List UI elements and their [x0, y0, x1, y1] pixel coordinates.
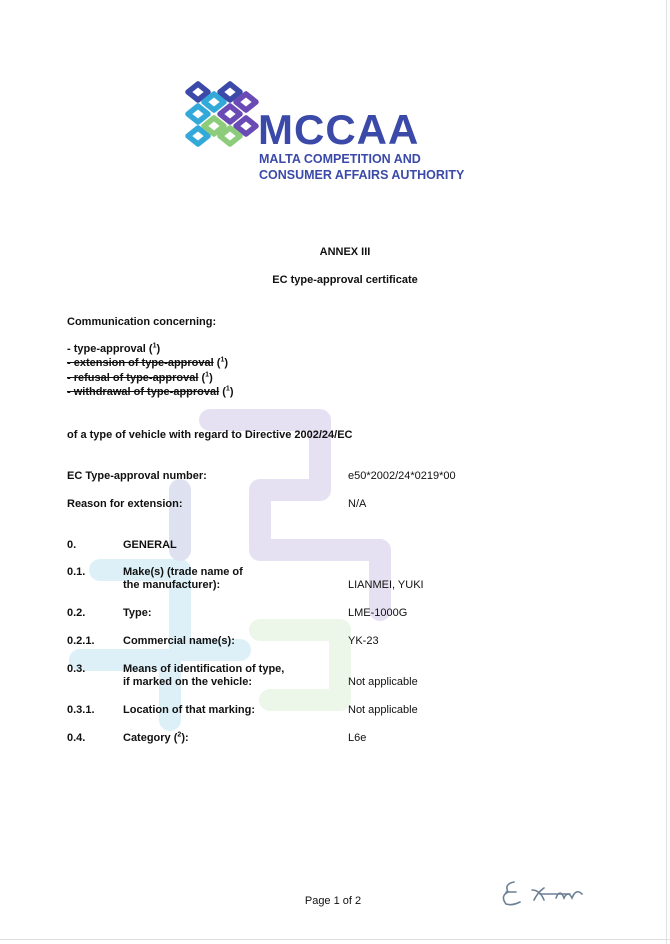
- page-bottom-border: [0, 939, 670, 940]
- footnote-ref: 1: [225, 385, 230, 393]
- section-label: GENERAL: [123, 539, 177, 551]
- comm-item-withdrawal: - withdrawal of type-approval ($^1$): [67, 385, 234, 398]
- page-number: Page 1 of 2: [304, 895, 362, 907]
- page-right-border: [666, 0, 667, 944]
- section-num: 0.2.: [67, 607, 86, 619]
- section-value: Not applicable: [348, 704, 418, 716]
- section-label-line1: Means of identification of type,: [123, 663, 285, 675]
- comm-item-text: - extension of type-approval: [67, 357, 214, 369]
- comm-item-type-approval: - type-approval ($^1$): [67, 342, 161, 355]
- comm-item-text: - withdrawal of type-approval: [67, 386, 220, 398]
- section-label-line2: the manufacturer):: [123, 579, 221, 591]
- section-label-end: ):: [181, 732, 189, 744]
- annex-title: ANNEX III: [319, 246, 371, 258]
- section-num: 0.3.1.: [67, 704, 95, 716]
- section-num: 0.4.: [67, 732, 86, 744]
- section-num: 0.3.: [67, 663, 86, 675]
- section-label: Type:: [123, 607, 152, 619]
- comm-item-text: - type-approval: [67, 343, 146, 355]
- section-value: LME-1000G: [348, 607, 408, 619]
- communication-heading: Communication concerning:: [67, 316, 217, 328]
- approval-number-value: e50*2002/24*0219*00: [348, 470, 456, 482]
- section-label-text: Category (: [123, 732, 178, 744]
- section-label: [123, 663, 284, 689]
- section-value: LIANMEI, YUKI: [348, 579, 424, 591]
- reason-label: Reason for extension:: [67, 498, 183, 510]
- signature-initials: [500, 874, 610, 910]
- footnote-ref: 1: [220, 356, 225, 364]
- footnote-ref: 1: [152, 342, 157, 350]
- section-label: Location of that marking:: [123, 704, 255, 716]
- section-label: [123, 732, 189, 745]
- comm-item-extension: - extension of type-approval ($^1$): [67, 356, 229, 369]
- certificate-title: EC type-approval certificate: [272, 274, 418, 286]
- approval-number-label: EC Type-approval number:: [67, 470, 207, 482]
- directive-line: of a type of vehicle with regard to Directive 2002/24/EC: [67, 429, 353, 441]
- logo-subtitle-line1: MALTA COMPETITION AND: [259, 152, 421, 166]
- comm-item-text: - refusal of type-approval: [67, 372, 199, 384]
- section-num: 0.2.1.: [67, 635, 95, 647]
- section-label-line1: Make(s) (trade name of: [123, 566, 243, 578]
- section-num: 0.: [67, 539, 77, 551]
- comm-item-refusal: - refusal of type-approval ($^1$): [67, 371, 213, 384]
- section-label: [123, 566, 243, 592]
- reason-value: N/A: [348, 498, 367, 510]
- section-value: Not applicable: [348, 676, 418, 688]
- footnote-ref: 2: [177, 731, 182, 739]
- section-value: YK-23: [348, 635, 379, 647]
- section-value: L6e: [348, 732, 367, 744]
- logo-wordmark: MCCAA: [258, 106, 420, 153]
- section-label: Commercial name(s):: [123, 635, 235, 647]
- logo-subtitle-line2: CONSUMER AFFAIRS AUTHORITY: [259, 168, 465, 182]
- footnote-ref: 1: [205, 371, 210, 379]
- section-num: 0.1.: [67, 566, 86, 578]
- section-label-line2: if marked on the vehicle:: [123, 676, 252, 688]
